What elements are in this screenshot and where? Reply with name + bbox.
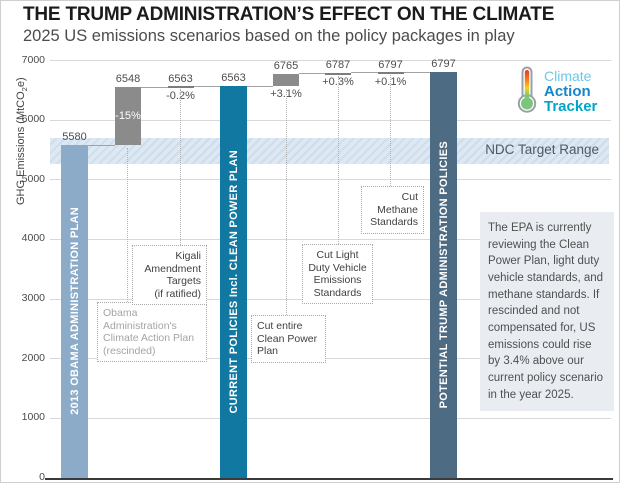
y-axis-tick-label: 0 xyxy=(39,471,45,483)
policy-annotation-line: Cut xyxy=(401,191,418,203)
policy-annotation-line: Kigali xyxy=(175,250,201,262)
annotation-drop-line xyxy=(390,75,391,186)
policy-annotation-line: Obama xyxy=(103,307,138,319)
policy-annotation-box xyxy=(132,245,207,305)
policy-annotation-line: Standards xyxy=(370,216,418,229)
policy-annotation-line: Plan xyxy=(257,345,279,358)
waterfall-connector-line xyxy=(194,86,221,87)
policy-annotation-line: (rescinded) xyxy=(103,344,156,357)
epa-note-box: The EPA is currently reviewing the Clean Power Plan, light duty vehicle standards, and methane standards. If rescinded and not compensated for, US emissions could rise by 3.4% above our current policy scenario in the year 2025. xyxy=(480,212,614,411)
waterfall-connector-line xyxy=(141,87,168,88)
x-axis-line xyxy=(45,478,613,480)
waterfall-connector-line xyxy=(351,72,378,73)
level-percent-label: +0.3% xyxy=(322,76,354,89)
delta-value-label: 6548 xyxy=(115,72,141,85)
level-percent-label: -0.2% xyxy=(166,89,195,102)
gridline xyxy=(50,179,611,180)
policy-annotation-line: Climate Action Plan xyxy=(103,332,195,345)
climate-action-tracker-logo xyxy=(515,65,597,118)
bar-value-label: 6797 xyxy=(431,58,456,71)
ndc-target-range-label: NDC Target Range xyxy=(485,142,599,157)
policy-annotation-line: Administration's xyxy=(103,319,177,332)
y-axis-tick-label: 1000 xyxy=(21,411,45,424)
waterfall-connector-line xyxy=(247,86,273,87)
delta-percent-label: -15% xyxy=(115,109,141,122)
waterfall-connector-line xyxy=(299,73,325,74)
policy-annotation-line: Cut Light xyxy=(316,249,359,261)
policy-annotation-line: Standards xyxy=(313,286,362,299)
y-axis-tick-label: 2000 xyxy=(21,351,45,364)
y-axis-title: GHG Emissions (MtCO$_2$e) xyxy=(15,77,30,205)
scenario-bar xyxy=(220,86,247,478)
waterfall-connector-line xyxy=(404,72,431,73)
policy-annotation-box xyxy=(302,244,373,304)
scenario-bar xyxy=(61,145,88,478)
y-axis-tick-label: 7000 xyxy=(21,53,45,66)
policy-annotation-line: Cut entire xyxy=(257,320,303,332)
policy-annotation-box xyxy=(251,315,326,363)
policy-annotation-line: Clean Power xyxy=(257,332,318,345)
gridline xyxy=(50,418,611,419)
level-value-label: 6787 xyxy=(325,59,351,72)
delta-percent-label: +3.1% xyxy=(270,88,302,101)
level-marker-line xyxy=(325,73,351,75)
page-title: THE TRUMP ADMINISTRATION’S EFFECT ON THE CLIMATE xyxy=(23,4,555,25)
y-axis-tick-label: 6000 xyxy=(21,113,45,126)
scenario-bar xyxy=(430,72,457,477)
scenario-bar-label: POTENTIAL TRUMP ADMINISTRATION POLICIES xyxy=(437,141,450,409)
level-value-label: 6563 xyxy=(168,72,193,85)
policy-annotation-line: (if ratified) xyxy=(154,287,201,300)
logo-word-action: Action xyxy=(544,83,591,100)
policy-annotation-line: Duty Vehicle xyxy=(308,261,367,274)
annotation-drop-line xyxy=(127,148,128,302)
policy-annotation-line: Emissions xyxy=(313,274,362,287)
bar-value-label: 5580 xyxy=(62,130,87,143)
level-percent-label: +0.1% xyxy=(374,75,407,88)
thermometer-icon xyxy=(515,65,539,118)
annotation-drop-line xyxy=(338,76,339,244)
level-marker-line xyxy=(378,72,404,74)
policy-annotation-line: Targets xyxy=(166,275,201,288)
scenario-bar-label: 2013 OBAMA ADMINISTRATION PLAN xyxy=(68,207,81,416)
y-axis-tick-label: 5000 xyxy=(21,172,45,185)
delta-bar xyxy=(273,74,299,86)
policy-annotation-box xyxy=(361,186,424,234)
logo-word-climate: Climate xyxy=(544,68,592,84)
delta-value-label: 6765 xyxy=(273,60,299,73)
policy-annotation-line: Amendment xyxy=(144,262,201,275)
logo-wordmark xyxy=(544,69,597,114)
policy-annotation-box xyxy=(97,302,207,362)
level-value-label: 6797 xyxy=(378,58,403,71)
waterfall-connector-line xyxy=(88,145,115,146)
y-axis-tick-label: 4000 xyxy=(21,232,45,245)
annotation-drop-line xyxy=(180,89,181,245)
page-subtitle: 2025 US emissions scenarios based on the policy packages in play xyxy=(23,27,515,45)
y-axis-tick-label: 3000 xyxy=(21,292,45,305)
logo-word-tracker: Tracker xyxy=(544,98,598,115)
scenario-bar-label: CURRENT POLICIES Incl. CLEAN POWER PLAN xyxy=(227,150,240,414)
bar-value-label: 6563 xyxy=(221,72,246,85)
level-marker-line xyxy=(168,86,194,88)
delta-bar xyxy=(115,87,141,145)
annotation-drop-line xyxy=(286,89,287,315)
policy-annotation-line: Methane xyxy=(377,203,418,216)
